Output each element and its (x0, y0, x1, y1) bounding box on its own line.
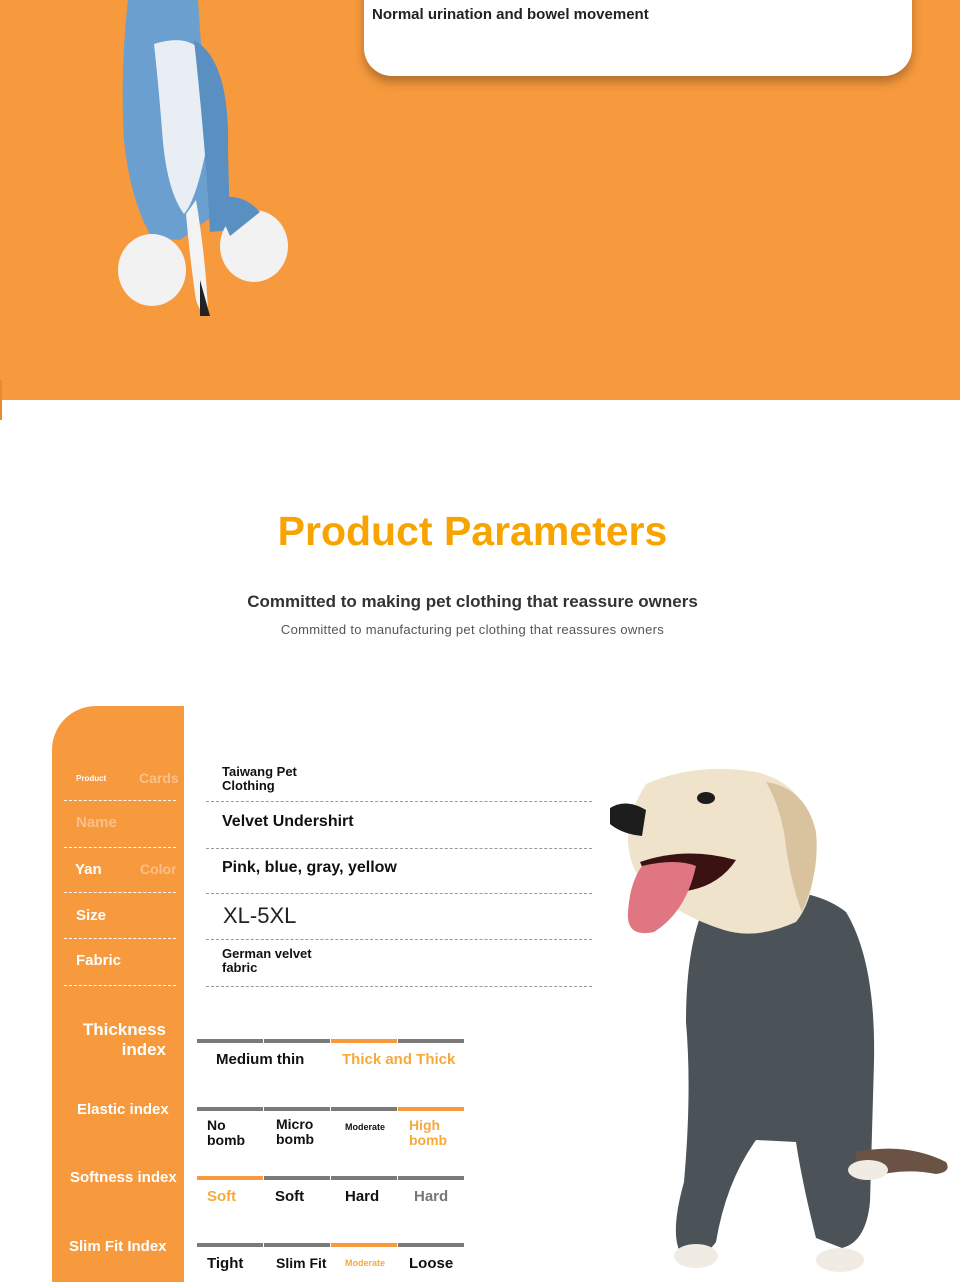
left-edge-rule (0, 380, 2, 420)
thickness-option: Medium thin (216, 1051, 305, 1068)
label-size: Size (76, 907, 107, 924)
value-fabric: German velvet fabric (222, 946, 312, 975)
label-thickness-index: Thickness index (82, 1020, 166, 1060)
feature-card (364, 0, 912, 76)
softness-option-selected: Soft (207, 1188, 237, 1205)
thickness-bar-selected (331, 1039, 397, 1043)
elastic-bar (331, 1107, 397, 1111)
slimfit-option: Loose (409, 1255, 454, 1272)
value-size: XL-5XL (223, 903, 297, 928)
dog-model-photo (606, 762, 958, 1282)
elastic-option: No bomb (207, 1117, 246, 1148)
elastic-option: Micro bomb (276, 1116, 315, 1147)
row-divider (206, 939, 592, 940)
softness-option: Hard (414, 1188, 449, 1205)
label-fabric: Fabric (76, 952, 122, 969)
elastic-option: Moderate (345, 1122, 386, 1132)
feature-text: Normal urination and bowel movement (372, 6, 649, 23)
slimfit-option: Tight (207, 1255, 244, 1272)
elastic-bar (264, 1107, 330, 1111)
row-divider (206, 801, 592, 802)
section-title: Product Parameters (277, 508, 668, 554)
pet-garment-photo (110, 0, 300, 320)
section-subtitle: Committed to making pet clothing that reassure owners (247, 592, 698, 611)
label-brand-a: Product (76, 774, 107, 783)
thickness-bar (264, 1039, 330, 1043)
thickness-option-selected: Thick and Thick (342, 1051, 456, 1068)
slimfit-option-selected: Moderate (345, 1258, 386, 1268)
label-divider (64, 800, 176, 801)
section-subtitle-secondary: Committed to manufacturing pet clothing that reassures owners (280, 622, 665, 637)
label-divider (64, 985, 176, 986)
elastic-bar-selected (398, 1107, 464, 1111)
scalloped-wave-divider (0, 356, 960, 418)
thickness-bar (197, 1039, 263, 1043)
slimfit-bar (264, 1243, 330, 1247)
elastic-bar (197, 1107, 263, 1111)
label-color-a: Yan (75, 861, 102, 878)
label-slimfit-index: Slim Fit Index (69, 1238, 167, 1255)
label-divider (64, 847, 176, 848)
row-divider (206, 986, 592, 987)
softness-bar (331, 1176, 397, 1180)
softness-bar-selected (197, 1176, 263, 1180)
softness-option: Soft (275, 1188, 305, 1205)
elastic-option-selected: High bomb (409, 1117, 448, 1148)
slimfit-bar (398, 1243, 464, 1247)
value-color: Pink, blue, gray, yellow (222, 859, 397, 876)
slimfit-bar (197, 1243, 263, 1247)
label-color-b: Color (140, 861, 177, 877)
label-divider (64, 938, 176, 939)
softness-bar (264, 1176, 330, 1180)
softness-bar (398, 1176, 464, 1180)
label-softness-index: Softness index (70, 1169, 177, 1186)
parameter-label-panel (52, 706, 184, 1282)
value-name: Velvet Undershirt (222, 813, 354, 830)
label-brand-b: Cards (139, 770, 179, 786)
thickness-bar (398, 1039, 464, 1043)
slimfit-option: Slim Fit (276, 1255, 327, 1271)
softness-option: Hard (345, 1188, 380, 1205)
value-brand: Taiwang Pet Clothing (222, 764, 297, 793)
slimfit-bar-selected (331, 1243, 397, 1247)
label-name: Name (76, 814, 117, 831)
label-divider (64, 892, 176, 893)
label-elastic-index: Elastic index (77, 1101, 169, 1118)
row-divider (206, 893, 592, 894)
row-divider (206, 848, 592, 849)
